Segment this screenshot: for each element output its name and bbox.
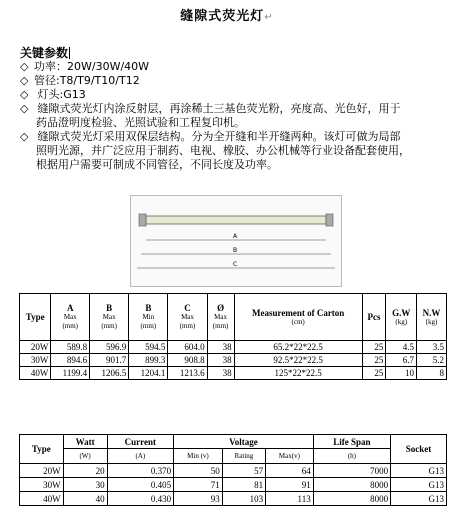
header-unit: Max (mm)	[62, 313, 79, 330]
table-cell: 81	[222, 478, 265, 492]
table-cell: 25	[362, 367, 386, 380]
table-cell: 20W	[20, 464, 64, 478]
header-unit: (cm)	[291, 317, 305, 326]
hdr-voltage: Voltage	[174, 435, 314, 449]
table-cell: 594.5	[129, 341, 168, 354]
hdr-socket: Socket	[391, 435, 447, 464]
lamp-drawing-svg	[131, 196, 341, 286]
dim-label-c: C	[233, 261, 238, 268]
lamp-cap-left	[139, 214, 146, 226]
spec-line	[20, 130, 401, 144]
electrical-table	[19, 434, 447, 506]
dimension-header-cell	[51, 294, 90, 341]
dimension-header-cell	[386, 294, 417, 341]
spec-line	[36, 158, 278, 172]
hdr-current: Current	[107, 435, 174, 449]
table-cell: 1213.6	[168, 367, 207, 380]
table-cell: 30W	[20, 478, 64, 492]
table-cell: 91	[266, 478, 314, 492]
header-main: Ø	[217, 303, 225, 313]
diamond-bullet-icon: ◇	[20, 60, 29, 73]
dimension-table-header	[20, 294, 447, 341]
table-cell: 25	[362, 341, 386, 354]
table-cell: 1204.1	[129, 367, 168, 380]
table-cell: 125*22*22.5	[234, 367, 362, 380]
spec-text: 缝隙式荧光灯采用双保层结构。分为全开缝和半开缝两种。该灯可做为局部	[34, 130, 401, 143]
table-cell: 908.8	[168, 354, 207, 367]
hdr-watt: Watt	[63, 435, 107, 449]
table-cell: 3.5	[417, 341, 447, 354]
paragraph-mark: ↵	[264, 12, 274, 23]
unit-max-v: Max(v)	[266, 449, 314, 464]
header-main: A	[66, 303, 74, 313]
title-text: 缝隙式荧光灯	[180, 9, 265, 24]
dimension-header-cell	[362, 294, 386, 341]
dimension-header-cell	[129, 294, 168, 341]
table-cell: 30	[63, 478, 107, 492]
header-main: B	[106, 303, 113, 313]
table-cell: 4.5	[386, 341, 417, 354]
table-row	[20, 367, 447, 380]
hdr-type: Type	[20, 435, 64, 464]
unit-rating: Rating	[222, 449, 265, 464]
spec-line	[36, 116, 245, 130]
header-main: Type	[25, 312, 45, 322]
table-cell: 0.370	[107, 464, 174, 478]
dimension-header-cell	[207, 294, 234, 341]
table-cell: 596.9	[90, 341, 129, 354]
table-cell: 894.6	[51, 354, 90, 367]
dimension-header-cell	[90, 294, 129, 341]
page-title	[0, 5, 454, 24]
section-heading	[20, 44, 70, 61]
header-main: Measurement of Carton	[252, 307, 345, 318]
diamond-bullet-icon: ◇	[20, 102, 29, 115]
table-cell: 20W	[20, 341, 51, 354]
header-main: Pcs	[367, 312, 381, 322]
table-cell: 38	[207, 341, 234, 354]
table-cell: 8	[417, 367, 447, 380]
table-cell: 7000	[313, 464, 390, 478]
header-unit: Min (mm)	[140, 313, 157, 330]
spec-line	[20, 88, 86, 102]
table-cell: 10	[386, 367, 417, 380]
table-cell: 57	[222, 464, 265, 478]
table-cell: 20	[63, 464, 107, 478]
table-cell: G13	[391, 492, 447, 506]
header-main: C	[184, 303, 191, 313]
table-cell: 93	[174, 492, 223, 506]
table-cell: 8000	[313, 478, 390, 492]
spec-text: 根据用户需要可制成不同管径，不同长度及功率。	[36, 158, 278, 171]
table-row	[20, 341, 447, 354]
spec-line	[36, 144, 410, 158]
table-cell: 0.405	[107, 478, 174, 492]
table-cell: 71	[174, 478, 223, 492]
unit-watt: (W)	[63, 449, 107, 464]
lamp-tube	[146, 216, 326, 224]
table-cell: 30W	[20, 354, 51, 367]
spec-text: 管径:T8/T9/T10/T12	[34, 74, 140, 87]
header-unit: (kg)	[425, 317, 438, 326]
table-row	[20, 464, 447, 478]
table-cell: 38	[207, 367, 234, 380]
table-cell: 901.7	[90, 354, 129, 367]
unit-min-v: Min (v)	[174, 449, 223, 464]
table-cell: 40	[63, 492, 107, 506]
table-cell: 65.2*22*22.5	[234, 341, 362, 354]
table-cell: 0.430	[107, 492, 174, 506]
table-cell: 5.2	[417, 354, 447, 367]
table-cell: 64	[266, 464, 314, 478]
electrical-table-header	[20, 435, 447, 449]
table-row	[20, 492, 447, 506]
spec-text: 照明光源，并广泛应用于制药、电视、橡胶、办公机械等行业设备配套使用，	[36, 144, 410, 157]
unit-current: (A)	[107, 449, 174, 464]
dim-label-b: B	[233, 247, 238, 254]
header-unit: Max (mm)	[179, 313, 196, 330]
table-cell: G13	[391, 464, 447, 478]
lamp-diagram	[130, 195, 342, 287]
text-cursor	[69, 47, 70, 59]
table-cell: 92.5*22*22.5	[234, 354, 362, 367]
dimension-header-cell	[20, 294, 51, 341]
diamond-bullet-icon: ◇	[20, 88, 29, 101]
hdr-lifespan: Life Span	[313, 435, 390, 449]
unit-life: (h)	[313, 449, 390, 464]
diamond-bullet-icon: ◇	[20, 74, 29, 87]
table-cell: 103	[222, 492, 265, 506]
header-unit: Max (mm)	[101, 313, 117, 330]
header-main: G.W	[392, 307, 411, 318]
header-main: N.W	[422, 307, 441, 318]
table-cell: 25	[362, 354, 386, 367]
table-cell: 50	[174, 464, 223, 478]
header-unit: (kg)	[395, 317, 408, 326]
table-cell: 38	[207, 354, 234, 367]
spec-text: 灯头:G13	[34, 88, 86, 101]
header-main: B	[145, 303, 152, 313]
spec-text: 缝隙式荧光灯内涂反射层，再涂稀土三基色荧光粉，亮度高、光色好，用于	[34, 102, 401, 115]
table-cell: 1206.5	[90, 367, 129, 380]
table-cell: 604.0	[168, 341, 207, 354]
spec-line	[20, 74, 140, 88]
dimension-header-cell	[234, 294, 362, 341]
dimension-header-cell	[417, 294, 447, 341]
table-cell: 8000	[313, 492, 390, 506]
table-cell: 40W	[20, 492, 64, 506]
electrical-table-units	[20, 449, 447, 464]
header-unit: Max (mm)	[212, 313, 229, 330]
spec-text: 药品澄明度检验、光照试验和工程复印机。	[36, 116, 245, 129]
spec-text: 功率：20W/30W/40W	[34, 60, 150, 73]
table-cell: 6.7	[386, 354, 417, 367]
table-cell: 899.3	[129, 354, 168, 367]
table-cell: 113	[266, 492, 314, 506]
table-cell: G13	[391, 478, 447, 492]
heading-text: 关键参数	[20, 46, 69, 60]
table-row	[20, 478, 447, 492]
diamond-bullet-icon: ◇	[20, 130, 29, 143]
spec-line	[20, 60, 149, 74]
table-cell: 589.8	[51, 341, 90, 354]
table-cell: 1199.4	[51, 367, 90, 380]
dimension-table	[19, 293, 447, 380]
lamp-cap-right	[326, 214, 333, 226]
spec-line	[20, 102, 401, 116]
dim-label-a: A	[233, 233, 238, 240]
table-row	[20, 354, 447, 367]
table-cell: 40W	[20, 367, 51, 380]
dimension-header-cell	[168, 294, 207, 341]
